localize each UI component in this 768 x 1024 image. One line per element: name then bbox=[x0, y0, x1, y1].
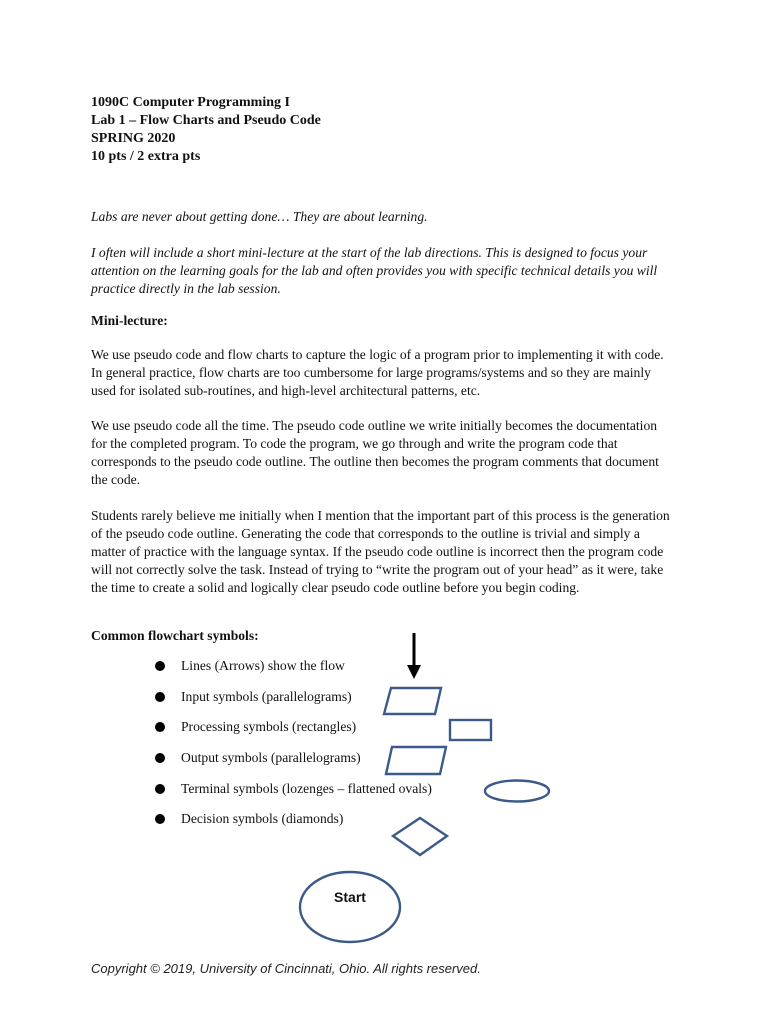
points: 10 pts / 2 extra pts bbox=[91, 149, 201, 164]
term: SPRING 2020 bbox=[91, 131, 176, 146]
copyright-footer: Copyright © 2019, University of Cincinnati, Ohio. All rights reserved. bbox=[91, 961, 481, 976]
list-item: Lines (Arrows) show the flow bbox=[155, 656, 432, 687]
list-item: Output symbols (parallelograms) bbox=[155, 748, 432, 779]
course-title: 1090C Computer Programming I bbox=[91, 95, 290, 110]
mini-lecture-paragraph-1: We use pseudo code and flow charts to capture the logic of a program prior to implementing it with code. In general practice, flow charts are too cumbersome for large programs/systems and so they are mainly used for isolated sub-routines, and high-level architectural patterns, etc. bbox=[91, 347, 664, 398]
bullet-icon bbox=[155, 661, 165, 671]
bullet-icon bbox=[155, 722, 165, 732]
list-item: Processing symbols (rectangles) bbox=[155, 717, 432, 748]
bullet-icon bbox=[155, 814, 165, 824]
mini-lecture-paragraph-3: Students rarely believe me initially when I mention that the important part of this process is the generation of the pseudo code outline. Generating the code that corresponds to the outline is trivial and simply a matter of practice with the language syntax. If the pseudo code outline is incorrect then the program code will not correctly solve the task. Instead of trying to “write the program out of your head” as it were, take the time to create a solid and logically clear pseudo code outline before you begin coding. bbox=[91, 508, 670, 595]
mini-lecture-heading: Mini-lecture: bbox=[91, 313, 168, 328]
processing-rectangle-icon bbox=[450, 720, 491, 740]
start-terminal-icon bbox=[300, 872, 400, 942]
symbols-heading: Common flowchart symbols: bbox=[91, 628, 259, 643]
symbols-list bbox=[155, 656, 432, 840]
bullet-icon bbox=[155, 784, 165, 794]
intro-note: I often will include a short mini-lecture at the start of the lab directions. This is designed to focus your attention on the learning goals for the lab and often provides you with specific technical details you will practice directly in the lab session. bbox=[91, 245, 658, 296]
document-header bbox=[91, 94, 321, 166]
list-item: Terminal symbols (lozenges – flattened ovals) bbox=[155, 779, 432, 810]
bullet-icon bbox=[155, 692, 165, 702]
list-item: Decision symbols (diamonds) bbox=[155, 809, 432, 840]
mini-lecture-paragraph-2: We use pseudo code all the time. The pseudo code outline we write initially becomes the documentation for the completed program. To code the program, we go through and write the program code that corresponds to the pseudo code outline. The outline then becomes the program comments that document the code. bbox=[91, 418, 659, 487]
intro-tagline: Labs are never about getting done… They are about learning. bbox=[91, 209, 428, 224]
terminal-lozenge-icon bbox=[485, 781, 549, 802]
bullet-icon bbox=[155, 753, 165, 763]
start-label: Start bbox=[334, 889, 366, 905]
list-item: Input symbols (parallelograms) bbox=[155, 687, 432, 718]
lab-title: Lab 1 – Flow Charts and Pseudo Code bbox=[91, 113, 321, 128]
